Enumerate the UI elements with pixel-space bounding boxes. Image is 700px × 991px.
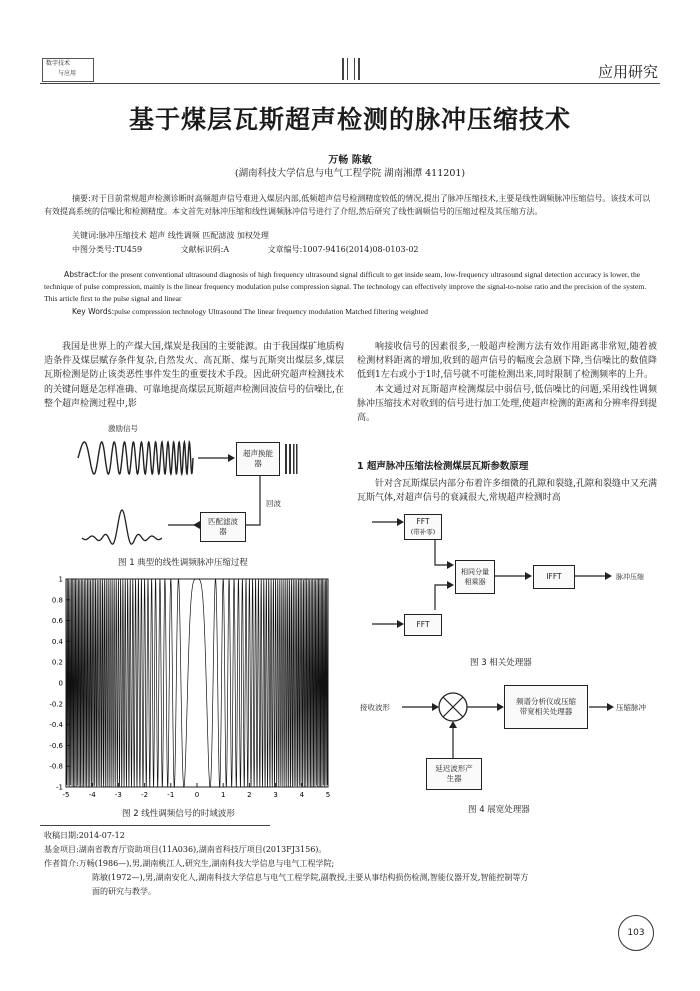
footnote-received: 收稿日期:2014-07-12 [44, 831, 125, 840]
fig2-chart [44, 575, 334, 800]
delay-box: 延迟波形产生器 [426, 758, 482, 790]
footnote-author2: 陈敏(1972—),男,湖南安化人,湖南科技大学信息与电气工程学院,副教授,主要从事结构损伤检测,智能仪器开发,智能控制等方 [92, 873, 529, 882]
analyzer-box: 频谱分析仪或压缩带宽相关处理器 [504, 685, 588, 729]
x-tick-label: 5 [325, 791, 331, 799]
fig2-caption: 图 2 线性调频信号的时域波形 [122, 809, 235, 819]
fig3-caption: 图 3 相关处理器 [470, 658, 532, 668]
footnote-rule [40, 825, 270, 826]
art-value: 1007-9416(2014)08-0103-02 [302, 245, 419, 254]
fig3-output-label: 脉冲压缩 [616, 573, 644, 581]
abstract-zh-label: 摘要: [72, 194, 91, 203]
x-tick-label: -5 [62, 791, 70, 799]
y-tick-label: 0.8 [51, 596, 63, 605]
abstract-en [44, 269, 658, 305]
keywords-zh-text: 脉冲压缩技术 超声 线性调频 匹配滤波 加权处理 [98, 231, 269, 240]
keywords-en [72, 307, 428, 316]
figure-1 [70, 420, 340, 550]
fig4-output-label: 压缩脉冲 [616, 703, 646, 712]
section-label: 应用研究 [597, 63, 658, 81]
echo-bars-icon [285, 444, 298, 474]
x-tick-label: 4 [299, 791, 305, 799]
fig1-caption: 图 1 典型的线性调频脉冲压缩过程 [118, 558, 248, 568]
doc-code [181, 245, 229, 254]
transducer-box: 超声换能器 [236, 442, 280, 476]
chirp-signal-icon [78, 442, 193, 474]
authors: 万畅 陈敏 [328, 155, 372, 166]
echo-label: 回波 [266, 499, 281, 508]
clc-number [72, 245, 142, 254]
left-column-text [44, 340, 344, 411]
y-tick-label: -1 [56, 783, 63, 792]
keywords-en-text: pulse compression technology Ultrasound The linear frequency modulation Matched filtering weighted [114, 307, 428, 316]
right-column-text [357, 340, 657, 425]
abstract-en-text: for the present conventional ultrasound diagnosis of high frequency ultrasound signal difficult to get inside seam, low-frequency ultrasound signal detection accuracy is lower, the technique of pulse compression, mainly is the linear frequency modulation pulse compression signal. The technology can effectively improve the signal-to-noise ratio and the precision of the system. This article first to the pulse signal and linear [44, 270, 647, 303]
journal-badge [42, 58, 94, 82]
art-label: 文章编号: [267, 245, 303, 254]
keywords-zh [72, 230, 269, 241]
journal-line1: 数字技术 [46, 60, 71, 67]
classification-line [72, 244, 453, 255]
x-tick-label: -3 [114, 791, 122, 799]
y-tick-label: 0.4 [51, 637, 63, 646]
x-tick-label: -2 [141, 791, 149, 799]
footnote-author3: 面的研究与教学。 [92, 887, 156, 896]
multiply-box: 相同分量相乘器 [455, 560, 495, 594]
intro-paragraph: 我国是世界上的产煤大国,煤炭是我国的主要能源。由于我国煤矿地质构造条件及煤层赋存条件复杂,自然发火、高瓦斯、煤与瓦斯突出煤层多,煤层瓦斯检测是防止该类恶性事件发生的重要技术手段。因此研究超声检测技术的关键问题是怎样准确、可靠地提高煤层瓦斯超声检测回波信号的信噪比,在整个超声检测过程中,影 [44, 342, 344, 409]
doc-label: 文献标识码: [180, 245, 224, 254]
right-paragraph-2: 本文通过对瓦斯超声检测煤层中弱信号,低信噪比的问题,采用线性调频脉冲压缩技术对收到的信号进行加工处理,使超声检测的距离和分辨率得到提高。 [357, 384, 657, 424]
right-paragraph-3: 针对含瓦斯煤层内部分布着许多细微的孔隙和裂缝,孔隙和裂缝中又充满瓦斯气体,对超声信号的衰减很大,常规超声检测时高 [357, 479, 657, 504]
fft-box-2: FFT [404, 614, 442, 636]
keywords-en-label: Key Words: [72, 307, 115, 316]
ifft-box: IFFT [533, 565, 575, 589]
matched-filter-box: 匹配滤波器 [200, 512, 246, 542]
affiliation: (湖南科技大学信息与电气工程学院 湖南湘潭 411201) [234, 168, 466, 179]
fft1-label: FFT [416, 517, 430, 526]
right-column-text-2 [357, 477, 657, 505]
x-tick-label: 1 [220, 791, 226, 799]
header-bars-icon [340, 58, 362, 80]
y-tick-label: 0 [58, 679, 63, 688]
x-tick-label: 3 [273, 791, 278, 799]
header-rule [40, 83, 660, 84]
x-tick-label: 0 [194, 791, 200, 799]
y-tick-label: -0.4 [49, 721, 63, 730]
y-tick-label: 1 [58, 575, 63, 584]
fig4-caption: 图 4 展宽处理器 [468, 805, 530, 815]
section-1-heading: 1 超声脉冲压缩法检测煤层瓦斯参数原理 [357, 461, 529, 472]
x-tick-label: -4 [88, 791, 96, 799]
fig1-excite-label: 激励信号 [108, 424, 138, 433]
paper-title: 基于煤层瓦斯超声检测的脉冲压缩技术 [128, 105, 571, 134]
fig3-diagram [357, 510, 657, 650]
abstract-zh [44, 192, 658, 218]
keywords-zh-label: 关键词: [72, 231, 99, 240]
compressed-pulse-icon [82, 510, 162, 544]
footnote-fund: 基金项目:湖南省教育厅资助项目(11A036),湖南省科技厅项目(2013FJ3156)。 [44, 845, 327, 854]
y-tick-label: -0.8 [49, 762, 63, 771]
multiplier-icon [439, 693, 467, 721]
abstract-zh-text: 对于目前常规超声检测诊断时高频超声信号难进入煤层内部,低频超声信号检测精度较低的情况,提出了脉冲压缩技术,主要是线性调频脉冲压缩信号。该技术可以有效提高系统的信噪比和检测精度。本文首先对脉冲压缩和线性调频脉冲信号进行了介绍,然后研究了线性调频信号的压缩过程及其压缩方法。 [44, 194, 651, 216]
fig4-input-label: 接收波形 [360, 703, 390, 712]
abstract-en-label: Abstract: [64, 270, 99, 279]
y-tick-label: 0.2 [51, 658, 63, 667]
fft1-sub: (带补零) [410, 528, 436, 536]
fft-box-1 [404, 514, 442, 540]
right-paragraph-1: 响接收信号的因素很多,一般超声检测方法有效作用距离非常短,随着被检测材料距离的增加,收到的超声信号的幅度会急剧下降,当信噪比的数值降低到1左右或小于1时,信号就不可能检测出来,同时限制了检测频率的上升。 [357, 342, 657, 381]
doc-value: A [223, 245, 230, 254]
x-tick-label: -1 [167, 791, 175, 799]
journal-line2: 与应用 [58, 70, 77, 77]
clc-label: 中图分类号: [72, 245, 115, 254]
y-tick-label: -0.6 [49, 741, 63, 750]
y-tick-label: 0.6 [51, 617, 63, 626]
page-number: 103 [618, 915, 654, 951]
y-tick-label: -0.2 [49, 700, 63, 709]
footnote-author1: 作者简介:万畅(1986—),男,湖南桃江人,研究生,湖南科技大学信息与电气工程学院; [44, 859, 335, 868]
x-tick-label: 2 [247, 791, 252, 799]
clc-value: TU459 [114, 245, 143, 254]
article-number [268, 245, 419, 254]
